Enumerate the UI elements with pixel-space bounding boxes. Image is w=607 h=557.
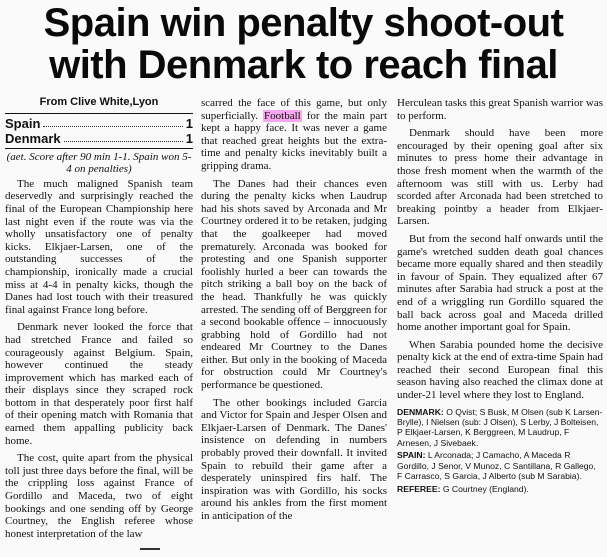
team-score: 1 [185, 130, 193, 146]
headline [0, 2, 607, 86]
leader-dots [64, 131, 183, 142]
referee-label: REFEREE: [397, 483, 441, 494]
lineup-players: O Qvist; S Busk, M Olsen (sub K Larsen-Brylle), I Nielsen (sub: J Olsen), S Lerby, J Bolteisen, P Elkjaer-Larsen, K Berggreen, M Laudrup, F Arnesen, J Sivebaek. [397, 406, 603, 448]
lineup-players: L Arconada; J Camacho, A Maceda R Gordillo, J Senor, V Munoz, C Santillana, R Gallego, F Carrasco, S Garcia, J Alberto (sub M Sarabia). [397, 450, 596, 482]
column-2 [201, 97, 387, 528]
referee-name: G Courtney (England). [442, 483, 529, 494]
team-name: Spain [5, 115, 41, 131]
byline: From Clive White,Lyon [39, 96, 159, 108]
score-row-denmark [5, 131, 193, 146]
column-3 [397, 97, 603, 496]
team-lineups [397, 407, 603, 494]
text-run: scarred the face of this game, but only superficially. [201, 97, 387, 122]
team-score: 1 [185, 115, 193, 131]
lineup-label: SPAIN: [397, 450, 426, 461]
paragraph [201, 97, 387, 173]
column-1 [5, 96, 193, 545]
paragraph: The cost, quite apart from the physical toll just three days before the final, will be the crippling loss against France of Gordillo and Maceda, two of eight bookings and one sending off by George Courtney, the English referee whose honest interpretation of the law [5, 452, 193, 540]
paragraph: Denmark never looked the force that had stretched France and failed so courageously against Belgium. Spain, however continued the steady improvement which has marked each of their displays since they scraped rock bottom in that desperately poor first half of their opening match with Romania that earned them appalling publicity back home. [5, 321, 193, 447]
score-note: (aet. Score after 90 min 1-1. Spain won 5-4 on penalties) [6, 150, 192, 176]
text-run: for the main part kept a happy face. It was never a game that reached great heights but the extra-time and penalty kicks inevitably built a gripping drama. [201, 109, 388, 172]
paragraph: The other bookings included Garcia and Victor for Spain and Jesper Olsen and Elkjaer-Larsen of Denmark. The Danes' insistence on defending in numbers probably proved their downfall. It invited Spain to rebuild their game after a desperately uninspired firs half. The inspiration was with Gordillo, his socks around his ankles from the first moment in anticipation of the [201, 396, 387, 522]
team-name: Denmark [5, 130, 61, 146]
paragraph: Herculean tasks this great Spanish warrior was to perform. [397, 97, 603, 122]
referee-line [397, 484, 603, 494]
headline-line-1: Spain win penalty shoot-out [43, 1, 564, 45]
lineup-label: DENMARK: [397, 406, 444, 417]
lineup-spain [397, 450, 603, 481]
score-row-spain [5, 116, 193, 131]
score-box [5, 113, 193, 149]
paragraph: When Sarabia pounded home the decisive penalty kick at the end of extra-time Spain had reached their second European final this season having also reached the climax done at under-21 level where they lost to England. [397, 338, 603, 402]
highlighted-word: Football [264, 109, 301, 122]
paragraph: Denmark should have been more encouraged by their opening goal after six minutes to press home their advantage in those fresh moment when the warmth of the afternoom was still with us. Lerby had scorded after Arconada had been stretched to breaking pointby a header from Elkjaer-Larsen. [397, 127, 603, 228]
lineup-denmark [397, 407, 603, 449]
divider [140, 548, 160, 550]
leader-dots [43, 116, 182, 127]
paragraph: But from the second half onwards until the game's wretched sudden death goal chances became more equally shared and then steadily in favour of Spain. They equalized after 67 minutes after Sarabia had struck a post at the end of a wriggling run Gordillo squared the ball back across goal and Maceda drilled home another important goal for Spain. [397, 232, 603, 334]
paragraph: The Danes had their chances even during the penalty kicks when Laudrup had his shots saved by Arconada and Mr Courtney ordered it to be retaken, judging that the goalkeeper had moved prematurely. Arconada was booked for protesting and one Spanish supporter foolishly hurled a beer can towards the pitch striking a ball boy on the back of the head. Thankfully he was quickly arrested. The sending off of Berggreen for a second bookable offence – innocuously grabbing hold of Gordillo had not endeared Mr Courtney to the Danes either. But only in the booking of Maceda for obstruction could Mr Courtney's performance be questioned. [201, 177, 387, 392]
paragraph: The much maligned Spanish team deservedly and surprisingly reached the final of the European Championship here last night even if the route was via the wholly unsatisfactory one of penalty kicks. Elkjaer-Larsen, one of the outstanding successes of the championship, ironically made a crucial miss at 4-4 in penalty kicks, though the Danes had lost touch with their treasured final against France long before. [5, 177, 193, 316]
headline-line-2: with Denmark to reach final [49, 43, 558, 87]
